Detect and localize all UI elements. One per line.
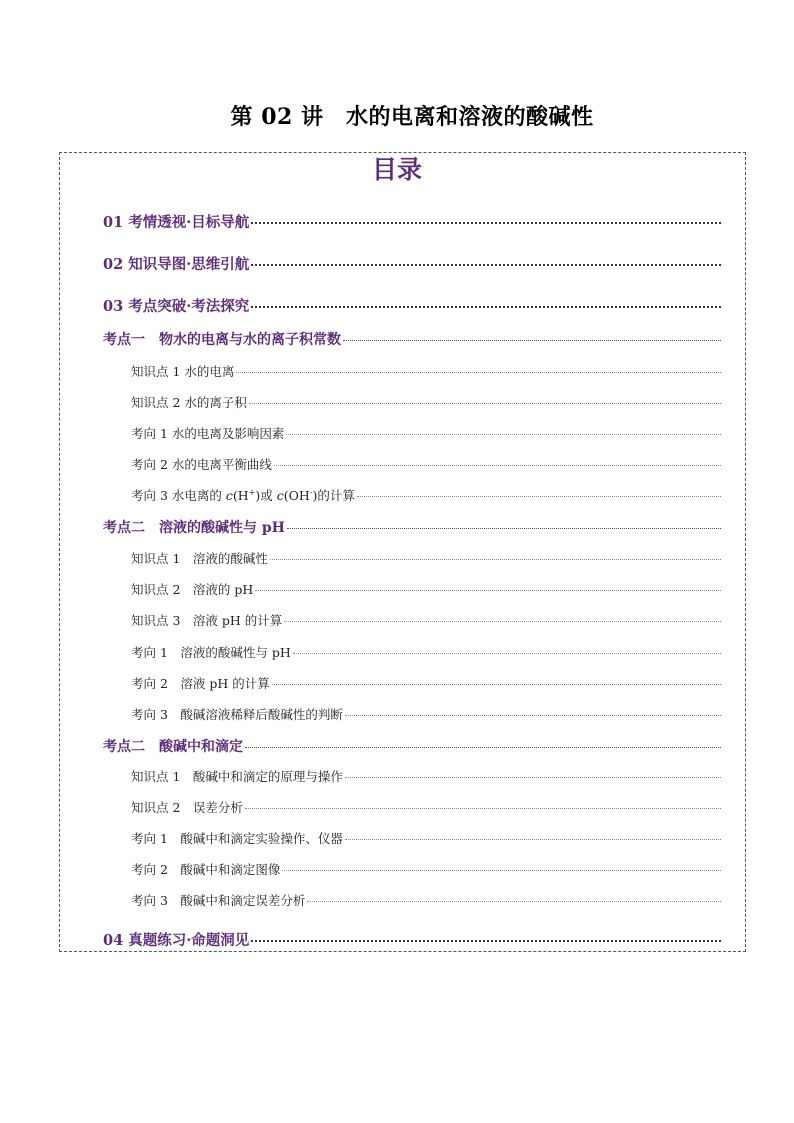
toc-item[interactable] <box>131 393 721 411</box>
dot-leader <box>255 590 721 591</box>
dot-leader <box>245 808 721 809</box>
toc-item[interactable] <box>131 424 721 442</box>
toc-topic-3[interactable] <box>103 736 721 756</box>
toc-entry-01[interactable] <box>103 211 721 232</box>
toc-item[interactable] <box>131 549 721 567</box>
dot-leader <box>251 222 721 224</box>
toc-topic-1[interactable] <box>103 329 721 349</box>
dot-leader <box>251 264 721 266</box>
toc-entry-label: 03 考点突破·考法探究 <box>103 298 250 315</box>
dot-leader <box>343 340 721 341</box>
toc-item[interactable] <box>131 705 721 723</box>
toc-item[interactable] <box>131 891 721 909</box>
toc-heading: 目录 <box>371 155 422 184</box>
toc-entry-03[interactable] <box>103 295 721 316</box>
toc-item[interactable] <box>131 455 721 473</box>
toc-entry-label: 01 考情透视·目标导航 <box>103 214 250 231</box>
toc-item-label: 知识点 2 水的离子积 <box>131 395 247 410</box>
toc-item-label: 考向 3 酸碱中和滴定误差分析 <box>131 893 306 908</box>
toc-item-label: 知识点 3 溶液 pH 的计算 <box>131 613 283 628</box>
dot-leader <box>236 372 721 373</box>
toc-item-label: 知识点 2 误差分析 <box>131 800 243 815</box>
toc-item-label: 考向 1 水的电离及影响因素 <box>131 426 285 441</box>
toc-topic-label: 考点二 酸碱中和滴定 <box>103 739 243 755</box>
page-title: 第 02 讲 水的电离和溶液的酸碱性 <box>230 104 594 130</box>
toc-item-label: 考向 2 水的电离平衡曲线 <box>131 457 272 472</box>
toc-item-label: 考向 3 水电离的 c(H+)或 c(OH-)的计算 <box>131 487 355 503</box>
toc-item-label: 考向 2 溶液 pH 的计算 <box>131 676 270 691</box>
toc-item[interactable] <box>131 611 721 629</box>
toc-item-label: 考向 1 溶液的酸碱性与 pH <box>131 645 291 660</box>
toc-item[interactable] <box>131 674 721 692</box>
toc-entry-04[interactable] <box>103 929 721 950</box>
toc-item-label: 考向 2 酸碱中和滴定图像 <box>131 862 281 877</box>
dot-leader <box>272 684 721 685</box>
dot-leader <box>287 528 721 529</box>
toc-item-label: 知识点 1 酸碱中和滴定的原理与操作 <box>131 769 343 784</box>
dot-leader <box>345 777 721 778</box>
dot-leader <box>293 653 721 654</box>
dot-leader <box>270 559 721 560</box>
toc-item-label: 知识点 2 溶液的 pH <box>131 582 254 597</box>
dot-leader <box>345 839 721 840</box>
toc-entry-02[interactable] <box>103 253 721 274</box>
toc-item[interactable] <box>131 829 721 847</box>
toc-entry-label: 02 知识导图·思维引航 <box>103 256 250 273</box>
dot-leader <box>245 747 721 748</box>
toc-topic-label: 考点一 物水的电离与水的离子积常数 <box>103 332 341 348</box>
dot-leader <box>284 621 721 622</box>
dot-leader <box>251 940 721 942</box>
toc-item[interactable] <box>131 860 721 878</box>
toc-item[interactable] <box>131 767 721 785</box>
dot-leader <box>282 870 721 871</box>
dot-leader <box>251 306 721 308</box>
dot-leader <box>345 715 721 716</box>
dot-leader <box>249 403 721 404</box>
toc-entry-label: 04 真题练习·命题洞见 <box>103 932 250 949</box>
toc-item[interactable] <box>131 643 721 661</box>
toc-item-label: 考向 1 酸碱中和滴定实验操作、仪器 <box>131 831 343 846</box>
toc-item[interactable] <box>131 486 721 504</box>
dot-leader <box>286 434 721 435</box>
dot-leader <box>274 465 721 466</box>
dot-leader <box>357 496 721 497</box>
toc-item[interactable] <box>131 362 721 380</box>
toc-item-label: 知识点 1 溶液的酸碱性 <box>131 551 268 566</box>
toc-item[interactable] <box>131 580 721 598</box>
toc-item-label: 知识点 1 水的电离 <box>131 364 235 379</box>
toc-topic-label: 考点二 溶液的酸碱性与 pH <box>103 520 285 536</box>
toc-item-label: 考向 3 酸碱溶液稀释后酸碱性的判断 <box>131 707 343 722</box>
dot-leader <box>307 901 721 902</box>
toc-topic-2[interactable] <box>103 517 721 537</box>
toc-item[interactable] <box>131 798 721 816</box>
